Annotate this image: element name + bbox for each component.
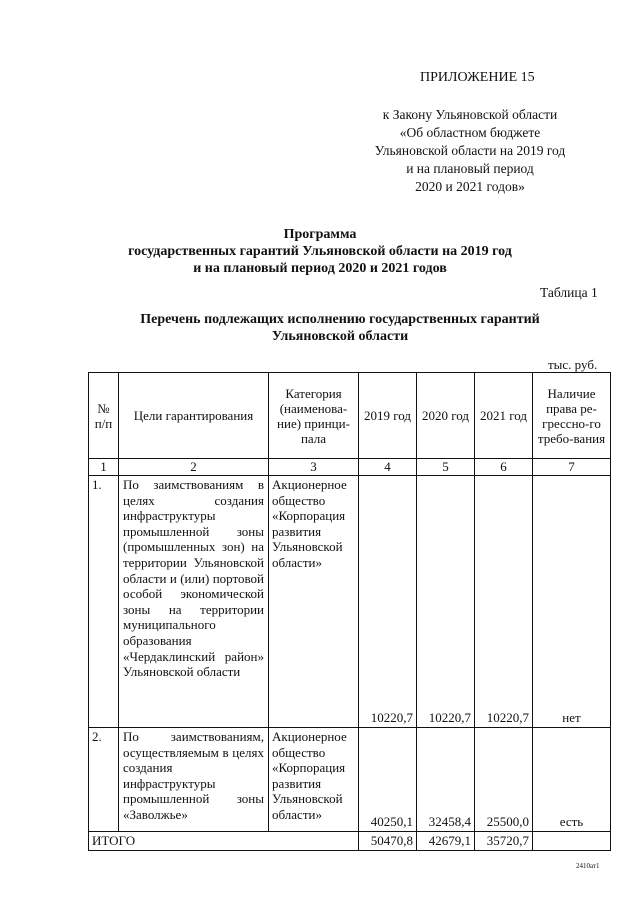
header-cell: Категория (наименова-ние) принци-пала bbox=[269, 373, 359, 459]
law-line: «Об областном бюджете bbox=[399, 125, 541, 140]
header-cell: 2021 год bbox=[475, 373, 533, 459]
header-cell: Наличие права ре-грессно-го требо-вания bbox=[533, 373, 611, 459]
principal-name: Акционерное общество «Корпорация развития Ульяновской области» bbox=[269, 476, 359, 728]
column-number: 4 bbox=[359, 459, 417, 476]
subtitle-line: Ульяновской области bbox=[271, 329, 409, 344]
column-number: 1 bbox=[89, 459, 119, 476]
regress-right: есть bbox=[533, 728, 611, 832]
header-cell: Цели гарантирования bbox=[119, 373, 269, 459]
total-label: ИТОГО bbox=[89, 832, 359, 851]
column-number: 3 bbox=[269, 459, 359, 476]
law-reference bbox=[360, 106, 580, 196]
amount-2021: 10220,7 bbox=[475, 476, 533, 728]
title-line: государственных гарантий Ульяновской области на 2019 год bbox=[128, 244, 512, 259]
total-2021: 35720,7 bbox=[475, 832, 533, 851]
table-number: Таблица 1 bbox=[540, 285, 598, 300]
units-label: тыс. руб. bbox=[548, 357, 598, 372]
footer-code: 2410ат1 bbox=[576, 862, 600, 870]
amount-2020: 32458,4 bbox=[417, 728, 475, 832]
table-row bbox=[89, 476, 611, 728]
appendix-label: ПРИЛОЖЕНИЕ 15 bbox=[420, 70, 535, 85]
principal-name: Акционерное общество «Корпорация развития Ульяновской области» bbox=[269, 728, 359, 832]
regress-right: нет bbox=[533, 476, 611, 728]
total-2020: 42679,1 bbox=[417, 832, 475, 851]
law-line: Ульяновской области на 2019 год bbox=[374, 143, 566, 158]
amount-2021: 25500,0 bbox=[475, 728, 533, 832]
guarantee-goal: По заимствованиям в целях создания инфраструктуры промышленной зоны (промышленных зон) на территории Ульяновской области и (или) портовой особой экономической зоны на территории муниципального образования «Чердаклинский район» Ульяновской области bbox=[119, 476, 269, 728]
law-line: к Закону Ульяновской области bbox=[382, 107, 558, 122]
table-header-row bbox=[89, 373, 611, 459]
table-row bbox=[89, 728, 611, 832]
title-line: Программа bbox=[283, 227, 357, 242]
law-line: 2020 и 2021 годов» bbox=[415, 179, 525, 194]
row-number: 1. bbox=[89, 476, 119, 728]
header-cell: 2020 год bbox=[417, 373, 475, 459]
law-line: и на плановый период bbox=[406, 161, 534, 176]
row-number: 2. bbox=[89, 728, 119, 832]
amount-2019: 40250,1 bbox=[359, 728, 417, 832]
subtitle-line: Перечень подлежащих исполнению государственных гарантий bbox=[140, 312, 540, 327]
total-row bbox=[89, 832, 611, 851]
header-cell: 2019 год bbox=[359, 373, 417, 459]
column-number: 5 bbox=[417, 459, 475, 476]
column-number: 6 bbox=[475, 459, 533, 476]
amount-2019: 10220,7 bbox=[359, 476, 417, 728]
page-title bbox=[100, 226, 540, 277]
title-line: и на плановый период 2020 и 2021 годов bbox=[193, 261, 447, 276]
guarantee-goal: По заимствованиям, осуществляемым в целях создания инфраструктуры промышленной зоны «Заволжье» bbox=[119, 728, 269, 832]
column-number: 7 bbox=[533, 459, 611, 476]
column-number: 2 bbox=[119, 459, 269, 476]
column-number-row bbox=[89, 459, 611, 476]
total-2019: 50470,8 bbox=[359, 832, 417, 851]
total-empty-cell bbox=[533, 832, 611, 851]
amount-2020: 10220,7 bbox=[417, 476, 475, 728]
guarantees-table bbox=[88, 372, 611, 851]
table-subtitle bbox=[110, 311, 570, 345]
header-cell: № п/п bbox=[89, 373, 119, 459]
